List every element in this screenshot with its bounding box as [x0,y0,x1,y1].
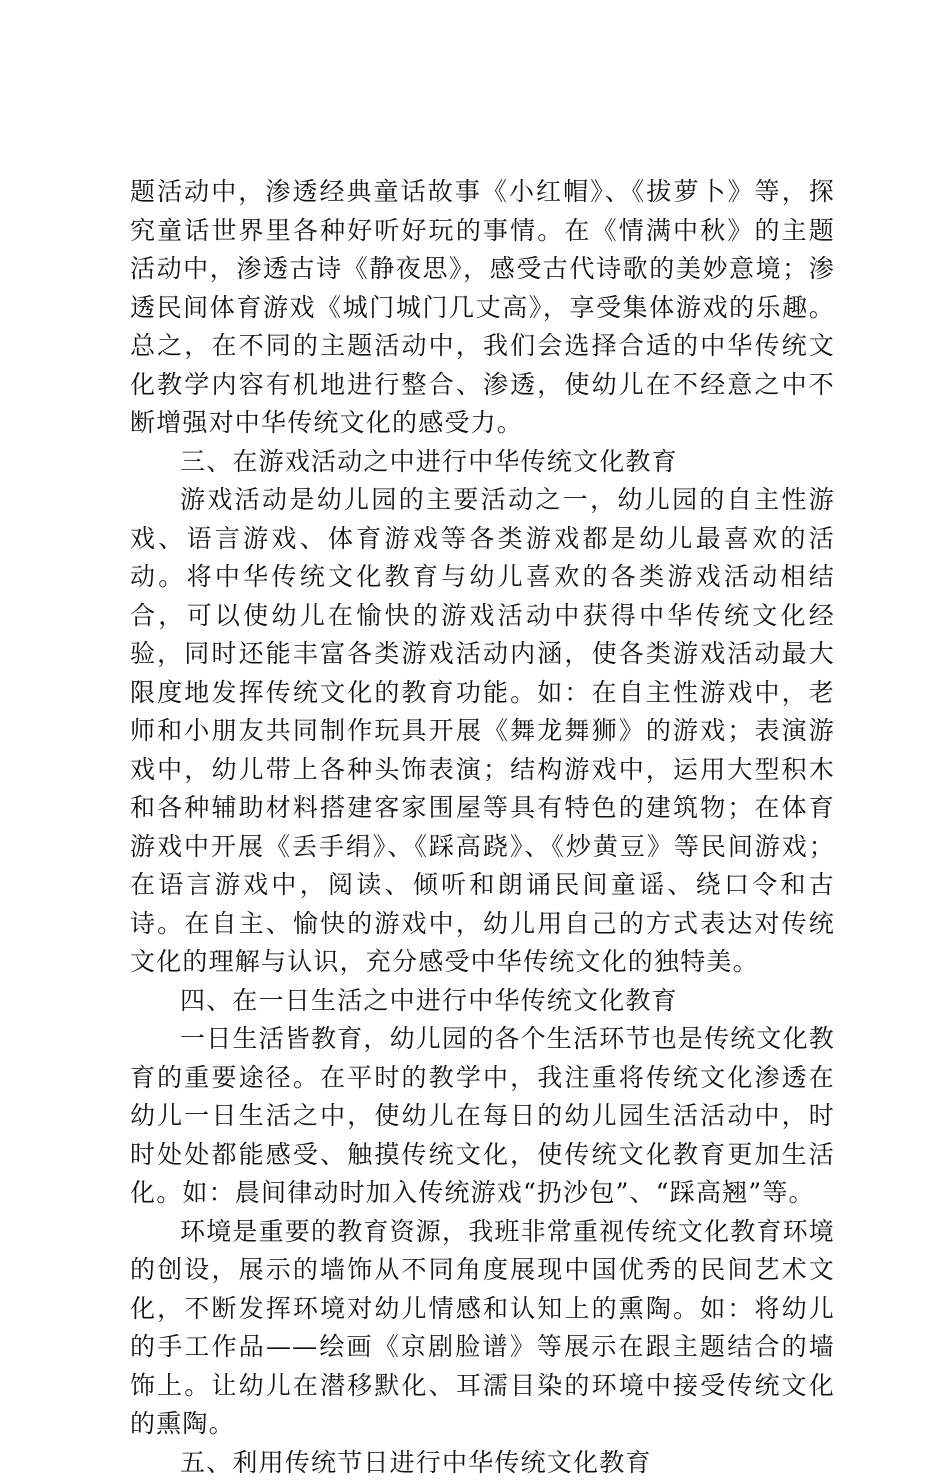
paragraph-game-activities: 游戏活动是幼儿园的主要活动之一，幼儿园的自主性游戏、语言游戏、体育游戏等各类游戏都是幼儿最喜欢的活动。将中华传统文化教育与幼儿喜欢的各类游戏活动相结合，可以使幼儿在愉快的游戏活动中获得中华传统文化经验，同时还能丰富各类游戏活动内涵，使各类游戏活动最大限度地发挥传统文化的教育功能。如：在自主性游戏中，老师和小朋友共同制作玩具开展《舞龙舞狮》的游戏；表演游戏中，幼儿带上各种头饰表演；结构游戏中，运用大型积木和各种辅助材料搭建客家围屋等具有特色的建筑物；在体育游戏中开展《丢手绢》、《踩高跷》、《炒黄豆》等民间游戏；在语言游戏中，阅读、倾听和朗诵民间童谣、绕口令和古诗。在自主、愉快的游戏中，幼儿用自己的方式表达对传统文化的理解与认识，充分感受中华传统文化的独特美。 [130,481,835,982]
section-heading-festivals: 五、利用传统节日进行中华传统文化教育 [130,1444,835,1482]
section-heading-daily-life: 四、在一日生活之中进行中华传统文化教育 [130,982,835,1021]
document-body [130,173,835,1482]
paragraph-themed-activities: 题活动中，渗透经典童话故事《小红帽》、《拔萝卜》等，探究童话世界里各种好听好玩的事情。在《情满中秋》的主题活动中，渗透古诗《静夜思》，感受古代诗歌的美妙意境；渗透民间体育游戏《城门城门几丈高》，享受集体游戏的乐趣。总之，在不同的主题活动中，我们会选择合适的中华传统文化教学内容有机地进行整合、渗透，使幼儿在不经意之中不断增强对中华传统文化的感受力。 [130,173,835,443]
paragraph-daily-life: 一日生活皆教育，幼儿园的各个生活环节也是传统文化教育的重要途径。在平时的教学中，我注重将传统文化渗透在幼儿一日生活之中，使幼儿在每日的幼儿园生活活动中，时时处处都能感受、触摸传统文化，使传统文化教育更加生活化。如：晨间律动时加入传统游戏“扔沙包”、“踩高翘”等。 [130,1020,835,1213]
section-heading-games: 三、在游戏活动之中进行中华传统文化教育 [130,443,835,482]
paragraph-environment: 环境是重要的教育资源，我班非常重视传统文化教育环境的创设，展示的墙饰从不同角度展现中国优秀的民间艺术文化，不断发挥环境对幼儿情感和认知上的熏陶。如：将幼儿的手工作品——绘画《京剧脸谱》等展示在跟主题结合的墙饰上。让幼儿在潜移默化、耳濡目染的环境中接受传统文化的熏陶。 [130,1213,835,1444]
